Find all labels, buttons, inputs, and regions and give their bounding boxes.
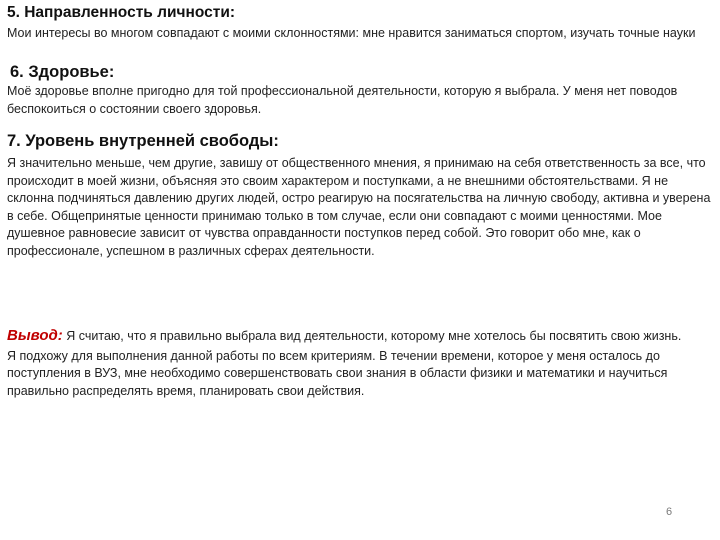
section-7-text: Я значительно меньше, чем другие, завишу от общественного мнения, я принимаю на себя ответственность за все, что происходит в моей жизни, объясняя это своим характером и поступками, а не внешними обстоятельствами. Я не склонна подчиняться давлению других людей, остро реагирую на посягательства на личную свободу, активна и уверена в себе. Общепринятые ценности принимаю только в том случае, если они совпадают с моими ценностями. Мое душевное равновесие зависит от чувства оправданности поступков перед собой. Это говорит обо мне, как о профессионале, успешном в различных сферах деятельности.: [7, 156, 711, 258]
conclusion-title: Вывод:: [7, 327, 63, 344]
section-5-text: Мои интересы во многом совпадают с моими склонностями: мне нравится заниматься спортом, изучать точные науки: [7, 26, 696, 40]
section-7-heading: 7. Уровень внутренней свободы:: [7, 132, 279, 150]
conclusion-first-line: Я считаю, что я правильно выбрала вид деятельности, которому мне хотелось бы посвятить свою жизнь.: [66, 329, 682, 343]
section-5-heading: 5. Направленность личности:: [7, 4, 236, 21]
page-number: 6: [666, 506, 673, 518]
conclusion-block: [7, 327, 713, 400]
conclusion-text: Я подхожу для выполнения данной работы по всем критериям. В течении времени, которое у меня осталось до поступления в ВУЗ, мне необходимо совершенствовать свои знания в области физики и математики и научиться правильно распределять время, планировать свои действия.: [7, 348, 668, 398]
section-6-text: Моё здоровье вполне пригодно для той профессиональной деятельности, которую я выбрала. У меня нет поводов беспокоиться о состоянии своего здоровья.: [7, 84, 678, 116]
section-6-heading: 6. Здоровье:: [10, 63, 115, 81]
